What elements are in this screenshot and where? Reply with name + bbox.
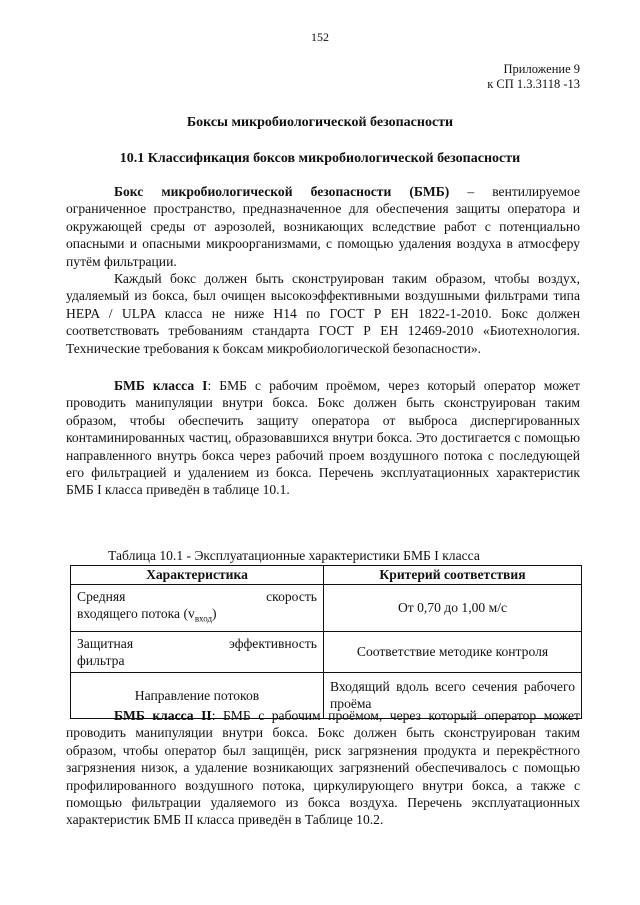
paragraph-text: Каждый бокс должен быть сконструирован таким образом, чтобы воздух, удаляемый из бокса, был очищен высокоэффективными воздушными фильтрами типа HEPA / ULPA класса не ниже H14 по ГОСТ Р ЕН 1822-1-2010. Бокс должен соответствовать требованиям стандарта ГОСТ Р ЕН 12469-2010 «Биотехнология. Технические требования к боксам микробиологической безопасности». xyxy=(66,271,580,356)
cell-line xyxy=(77,605,317,628)
paragraph-text: : БМБ с рабочим проёмом, через который оператор может проводить манипуляции внутри бокса. Бокс должен быть сконструирован таким образом, чтобы оператор был защищён, риск загрязнения продукта и перекрёстного загрязнения низок, а удаление возникающих загрязнений обеспечивалось с помощью профилированного воздушного потока, циркулирующего внутри бокса, а также с помощью фильтрации удаляемого из бокса воздуха. Перечень эксплуатационных характеристик БМБ II класса приведён в Таблице 10.2. xyxy=(66,708,580,828)
document-title: Боксы микробиологической безопасности xyxy=(186,115,454,130)
paragraph-class-1 xyxy=(66,377,580,499)
table-cell-characteristic xyxy=(71,585,324,632)
table-header-characteristic: Характеристика xyxy=(71,566,324,585)
table-row xyxy=(71,585,582,632)
cell-text: входящего потока (v xyxy=(77,606,195,621)
table-row xyxy=(71,631,582,672)
page-number: 152 xyxy=(311,30,329,44)
table-caption: Таблица 10.1 - Эксплуатационные характеристики БМБ I класса xyxy=(108,548,480,563)
paragraph-bold-lead: Бокс микробиологической безопасности (БМБ) xyxy=(114,184,450,199)
paragraph-text: : БМБ с рабочим проёмом, через который оператор может проводить манипуляции внутри бокса. Бокс должен быть сконструирован таким образом, чтобы обеспечить защиту оператора от выброса диспергированных контаминированных частиц, образовавшихся внутри бокса. Это достигается с помощью направленного внутрь бокса через рабочий проем воздушного потока с последующей его фильтрацией и удалением из бокса. Перечень эксплуатационных характеристик БМБ I класса приведён в таблице 10.1. xyxy=(66,378,580,498)
table-header-row xyxy=(71,566,582,585)
paragraph-bold-lead: БМБ класса II xyxy=(114,708,212,723)
paragraph-bold-lead: БМБ класса I xyxy=(114,378,208,393)
cell-line: Средняя скорость xyxy=(77,589,317,604)
cell-line: фильтра xyxy=(77,652,125,668)
table-cell-criterion: Соответствие методике контроля xyxy=(324,631,582,672)
table-header-criterion: Критерий соответствия xyxy=(324,566,582,585)
section-heading: 10.1 Классификация боксов микробиологической безопасности xyxy=(119,151,521,166)
appendix-reference xyxy=(487,62,580,92)
appendix-line-2: к СП 1.3.3118 -13 xyxy=(487,77,580,91)
cell-line: Защитная эффективность xyxy=(77,635,317,651)
characteristics-table xyxy=(70,565,582,719)
cell-text: ) xyxy=(212,606,217,621)
paragraph-filter-requirements xyxy=(66,270,580,357)
paragraph-class-2 xyxy=(66,707,580,829)
paragraph-bmb-definition xyxy=(66,183,580,270)
table-cell-characteristic xyxy=(71,631,324,672)
paragraph-text: – вентилируемое ограниченное пространство, предназначенное для обеспечения защиты оператора и окружающей среды от аэрозолей, возникающих вследствие работ с потенциально опасными и опасными микроорганизмами, с помощью удаления воздуха в атмосферу путём фильтрации. xyxy=(66,184,580,269)
cell-subscript: вход xyxy=(194,613,213,624)
table-cell-criterion: Входящий вдоль всего сечения рабочего проёма xyxy=(324,672,582,718)
appendix-line-1: Приложение 9 xyxy=(503,62,580,76)
table-cell-characteristic: Направление потоков xyxy=(71,672,324,718)
table-cell-criterion: От 0,70 до 1,00 м/с xyxy=(324,585,582,632)
